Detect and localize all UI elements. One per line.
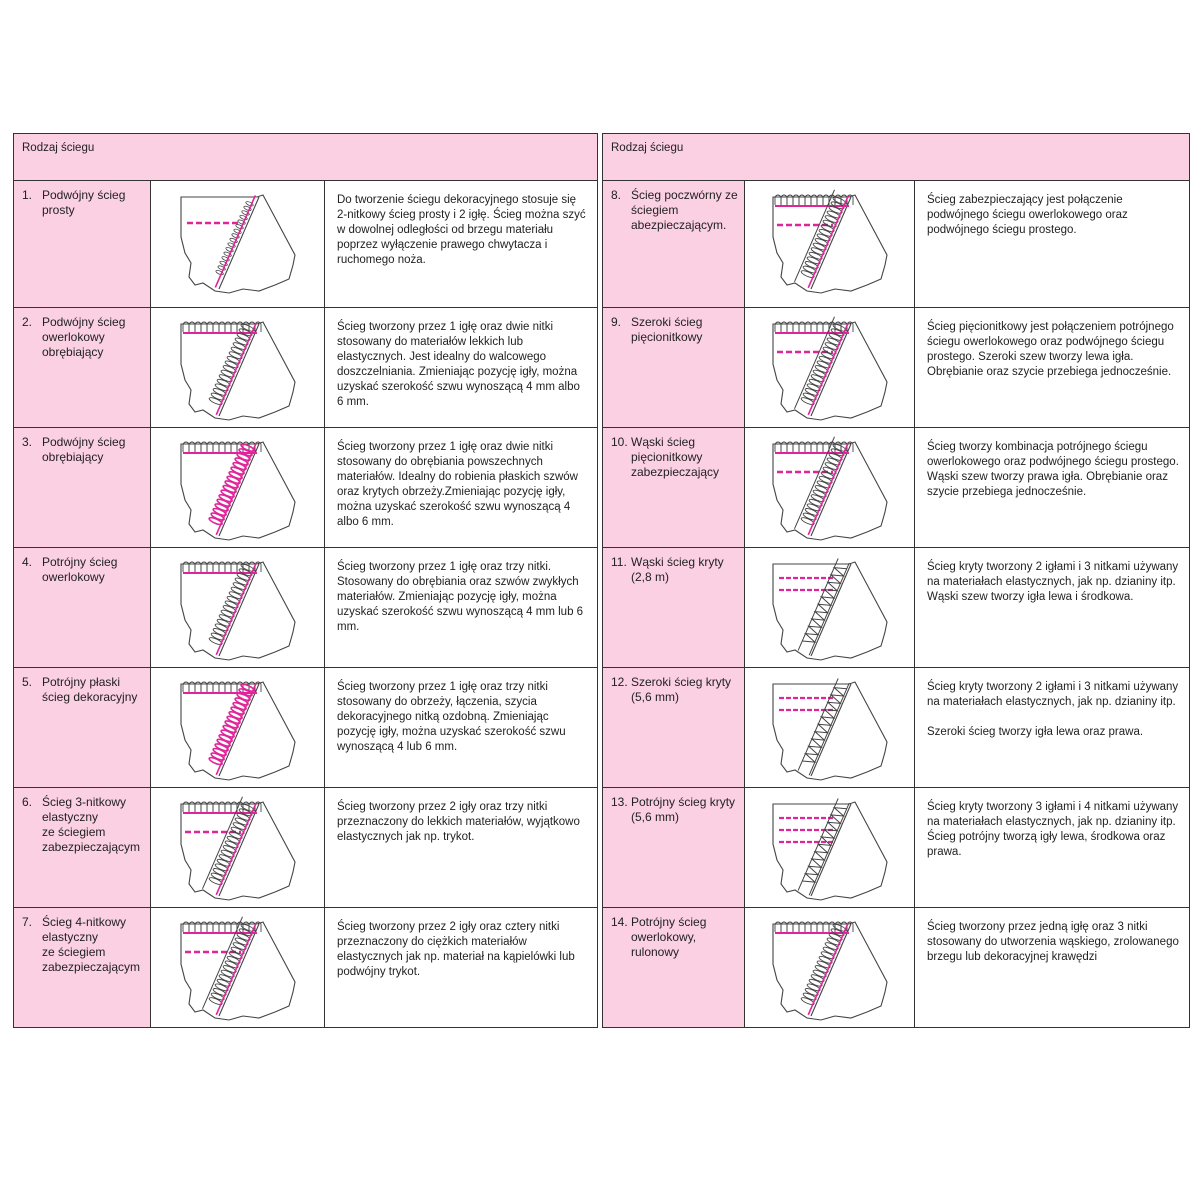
stitch-illustration-cell xyxy=(151,181,325,308)
table-row xyxy=(14,788,598,908)
stitch-illustration-cell xyxy=(745,668,915,788)
triple-cover-stitch-icon xyxy=(745,788,915,908)
table-row xyxy=(603,181,1190,308)
stitch-number: 3. xyxy=(22,435,33,449)
stitch-name-cell xyxy=(603,181,745,308)
stitch-name-cell xyxy=(14,908,151,1028)
stitch-description: Do tworzenie ściegu dekoracyjnego stosuje się 2-nitkowy ścieg prosty i 2 igłę. Ścieg można szyć w dowolnej odległości od brzegu materiału poprzez wyłączenie prawego chwytacza i ruchomego noża. xyxy=(325,181,598,308)
stitch-illustration-cell xyxy=(151,548,325,668)
table-header: Rodzaj ściegu xyxy=(14,134,598,181)
stitch-name: Wąski ścieg pięcionitkowy zabezpieczający xyxy=(631,435,720,479)
wide-cover-stitch-icon xyxy=(745,668,915,788)
double-straight-stitch-icon xyxy=(151,181,325,308)
stitch-description: Ścieg tworzony przez 1 igłę oraz trzy nitki stosowany do obrzeży, łączenia, szycia dekoracyjnego nitką ozdobną. Zmieniając pozycję igły, można uzyskać szerokość szwu wynoszącą 4 lub 6 mm. xyxy=(325,668,598,788)
stitch-description: Ścieg tworzony przez 1 igłę oraz dwie nitki stosowany do obrębiania powszechnych materiałów. Idealny do robienia płaskich szwów oraz krytych obrzeży.Zmieniając pozycję igły, można uzyskać szerokość szwu wynoszącą 4 albo 6 mm. xyxy=(325,428,598,548)
table-row xyxy=(14,181,598,308)
stitch-illustration-cell xyxy=(151,428,325,548)
stitch-description: Ścieg zabezpieczający jest połączenie podwójnego ściegu owerlokowego oraz podwójnego ściegu prostego. xyxy=(915,181,1190,308)
stitch-description: Ścieg tworzony przez 2 igły oraz cztery nitki przeznaczony do ciężkich materiałów elastycznych jak np. materiał na kąpielówki lub podwójny trykot. xyxy=(325,908,598,1028)
stitch-name-cell xyxy=(603,428,745,548)
stitch-number: 4. xyxy=(22,555,33,569)
stitch-name: Szeroki ścieg pięcionitkowy xyxy=(631,315,703,344)
stitch-name: Podwójny ścieg obrębiający xyxy=(42,435,126,464)
narrow-five-thread-safety-stitch-icon xyxy=(745,428,915,548)
table-row xyxy=(603,908,1190,1028)
stitch-illustration-cell xyxy=(151,788,325,908)
stitch-name: Ścieg 3-nitkowy elastyczny ze ściegiem zabezpieczającym xyxy=(42,795,141,854)
stitch-number: 12. xyxy=(611,675,628,689)
stitch-name: Potrójny ścieg owerlokowy xyxy=(42,555,118,584)
table-row xyxy=(603,668,1190,788)
stitch-illustration-cell xyxy=(745,548,915,668)
stitch-description: Ścieg kryty tworzony 2 igłami i 3 nitkami używany na materiałach elastycznych, jak np. dzianiny itp. Szeroki ścieg tworzy igła lewa oraz prawa. xyxy=(915,668,1190,788)
double-overlock-hemming-stitch-icon xyxy=(151,308,325,428)
stitch-illustration-cell xyxy=(151,668,325,788)
stitch-illustration-cell xyxy=(745,308,915,428)
four-thread-elastic-safety-stitch-icon xyxy=(151,908,325,1028)
stitch-name-cell xyxy=(603,308,745,428)
table-row xyxy=(603,788,1190,908)
triple-overlock-stitch-icon xyxy=(151,548,325,668)
stitch-description: Ścieg tworzy kombinacja potrójnego ściegu owerlokowego oraz podwójnego ściegu prostego. Wąski szew tworzy prawa igła. Obrębianie oraz szycie przebiega jednocześnie. xyxy=(915,428,1190,548)
table-row xyxy=(14,548,598,668)
stitch-description: Ścieg kryty tworzony 2 igłami i 3 nitkami używany na materiałach elastycznych, jak np. dzianiny itp. Wąski szew tworzy igła lewa i środkowa. xyxy=(915,548,1190,668)
right-stitch-table xyxy=(602,133,1190,1028)
stitch-name: Wąski ścieg kryty (2,8 m) xyxy=(631,555,724,584)
stitch-name: Potrójny płaski ścieg dekoracyjny xyxy=(42,675,138,704)
stitch-name-cell xyxy=(14,428,151,548)
stitch-description: Ścieg tworzony przez 1 igłę oraz trzy nitki. Stosowany do obrębiania oraz szwów zwykłych materiałów. Zmieniając pozycję igły, można uzyskać szerokość szwu wynoszącą 4 mm lub 6 mm. xyxy=(325,548,598,668)
table-row xyxy=(14,428,598,548)
stitch-number: 14. xyxy=(611,915,628,929)
stitch-number: 8. xyxy=(611,188,622,202)
stitch-illustration-cell xyxy=(745,181,915,308)
table-row xyxy=(14,908,598,1028)
triple-rolled-overlock-stitch-icon xyxy=(745,908,915,1028)
stitch-number: 1. xyxy=(22,188,33,202)
stitch-description: Ścieg kryty tworzony 3 igłami i 4 nitkami używany na materiałach elastycznych, jak np. dzianiny itp. Ścieg potrójny tworzą igły lewa, środkowa oraz prawa. xyxy=(915,788,1190,908)
stitch-illustration-cell xyxy=(151,308,325,428)
stitch-name: Potrójny ścieg kryty (5,6 mm) xyxy=(631,795,736,824)
wide-five-thread-stitch-icon xyxy=(745,308,915,428)
stitch-illustration-cell xyxy=(151,908,325,1028)
quad-safety-stitch-icon xyxy=(745,181,915,308)
stitch-description: Ścieg tworzony przez 1 igłę oraz dwie nitki stosowany do materiałów lekkich lub elastycznych. Jest idealny do walcowego doszczelniania. Zmieniając pozycję igły, można uzyskać szerokość szwu wynoszącą 4 mm albo 6 mm. xyxy=(325,308,598,428)
stitch-name-cell xyxy=(14,181,151,308)
triple-flat-decorative-stitch-icon xyxy=(151,668,325,788)
stitch-name: Ścieg poczwórny ze ściegiem abezpieczającym. xyxy=(631,188,738,232)
stitch-number: 6. xyxy=(22,795,33,809)
stitch-name: Podwójny ścieg owerlokowy obrębiający xyxy=(42,315,126,359)
stitch-name-cell xyxy=(603,548,745,668)
stitch-name-cell xyxy=(14,308,151,428)
stitch-description: Ścieg tworzony przez 2 igły oraz trzy nitki przeznaczony do lekkich materiałów, wyjątkowo elastycznych jak np. trykot. xyxy=(325,788,598,908)
stitch-name-cell xyxy=(603,908,745,1028)
double-hemming-stitch-icon xyxy=(151,428,325,548)
stitch-number: 2. xyxy=(22,315,33,329)
stitch-name-cell xyxy=(603,668,745,788)
three-thread-elastic-safety-stitch-icon xyxy=(151,788,325,908)
stitch-number: 9. xyxy=(611,315,622,329)
table-row xyxy=(603,428,1190,548)
stitch-number: 7. xyxy=(22,915,33,929)
table-row xyxy=(603,548,1190,668)
table-row xyxy=(603,308,1190,428)
stitch-description: Ścieg tworzony przez jedną igłę oraz 3 nitki stosowany do utworzenia wąskiego, zrolowanego brzegu lub dekoracyjnej krawędzi xyxy=(915,908,1190,1028)
left-stitch-table xyxy=(13,133,598,1028)
table-row xyxy=(14,308,598,428)
stitch-name: Potrójny ścieg owerlokowy, rulonowy xyxy=(631,915,707,959)
stitch-name-cell xyxy=(14,788,151,908)
stitch-number: 13. xyxy=(611,795,628,809)
stitch-illustration-cell xyxy=(745,428,915,548)
stitch-name: Podwójny ścieg prosty xyxy=(42,188,126,217)
narrow-cover-stitch-icon xyxy=(745,548,915,668)
stitch-number: 10. xyxy=(611,435,628,449)
stitch-name: Szeroki ścieg kryty (5,6 mm) xyxy=(631,675,732,704)
stitch-illustration-cell xyxy=(745,788,915,908)
stitch-name: Ścieg 4-nitkowy elastyczny ze ściegiem zabezpieczającym xyxy=(42,915,141,974)
stitch-number: 11. xyxy=(611,555,627,569)
stitch-name-cell xyxy=(14,668,151,788)
table-header: Rodzaj ściegu xyxy=(603,134,1190,181)
table-row xyxy=(14,668,598,788)
stitch-name-cell xyxy=(603,788,745,908)
stitch-number: 5. xyxy=(22,675,33,689)
stitch-name-cell xyxy=(14,548,151,668)
stitch-description: Ścieg pięcionitkowy jest połączeniem potrójnego ściegu owerlokowego oraz podwójnego ściegu prostego. Szeroki szew tworzy lewa igła. Obrębianie oraz szycie przebiega jednocześnie. xyxy=(915,308,1190,428)
stitch-illustration-cell xyxy=(745,908,915,1028)
